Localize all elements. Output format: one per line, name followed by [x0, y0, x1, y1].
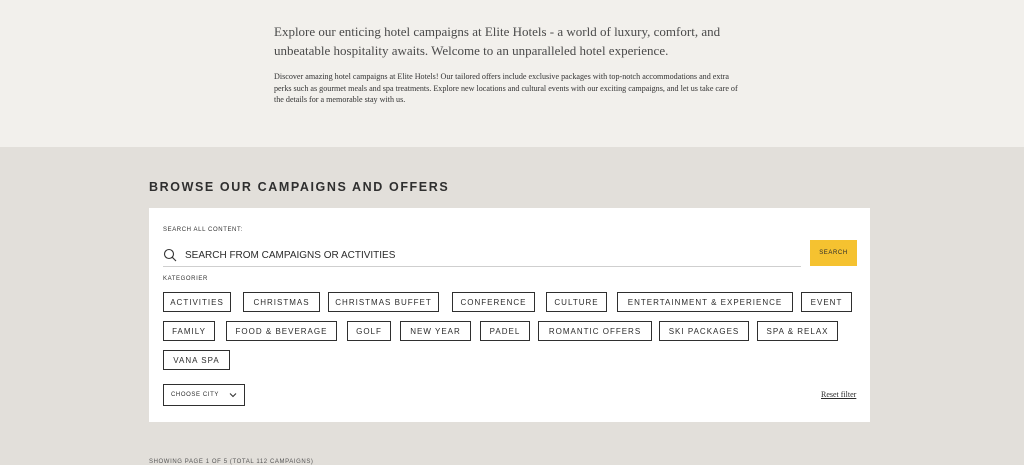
choose-city-label: CHOOSE CITY [171, 392, 219, 398]
choose-city-select[interactable] [163, 384, 245, 406]
category-chip[interactable]: CHRISTMAS BUFFET [328, 292, 439, 312]
category-chip[interactable]: ENTERTAINMENT & EXPERIENCE [617, 292, 793, 312]
category-chip[interactable]: EVENT [801, 292, 852, 312]
chevron-down-icon [228, 390, 238, 400]
intro-body: Discover amazing hotel campaigns at Elite Hotels! Our tailored offers include exclusive packages with top-notch accommodations and extra perks such as gourmet meals and spa treatments. Explore new locations and cultural events with our exciting campaigns, and let us take care of the details for a memorable stay with us. [274, 72, 738, 104]
category-chip[interactable]: GOLF [347, 321, 391, 341]
category-chip[interactable]: SKI PACKAGES [659, 321, 749, 341]
category-chip[interactable]: FAMILY [163, 321, 215, 341]
category-chip[interactable]: CHRISTMAS [243, 292, 320, 312]
search-row [163, 244, 801, 267]
category-chip[interactable]: ROMANTIC OFFERS [538, 321, 652, 341]
category-chip[interactable]: NEW YEAR [400, 321, 471, 341]
category-chip[interactable]: SPA & RELAX [757, 321, 838, 341]
category-chip[interactable]: FOOD & BEVERAGE [226, 321, 337, 341]
intro-lead: Explore our enticing hotel campaigns at Elite Hotels - a world of luxury, comfort, and unbeatable hospitality awaits. Welcome to an unparalleled hotel experience. [274, 24, 721, 58]
search-button[interactable]: SEARCH [810, 240, 857, 266]
search-icon [163, 248, 177, 262]
category-chip[interactable]: PADEL [480, 321, 530, 341]
categories-label: KATEGORIER [163, 276, 208, 282]
browse-title: BROWSE OUR CAMPAIGNS AND OFFERS [149, 180, 450, 194]
category-chip[interactable]: ACTIVITIES [163, 292, 231, 312]
category-chip[interactable]: CULTURE [546, 292, 607, 312]
search-label: SEARCH ALL CONTENT: [163, 227, 243, 233]
category-chip[interactable]: VANA SPA [163, 350, 230, 370]
intro-section [0, 0, 1024, 147]
filter-panel [149, 208, 870, 422]
search-input[interactable] [185, 247, 785, 264]
results-count: SHOWING PAGE 1 OF 5 (TOTAL 112 CAMPAIGNS) [149, 459, 314, 465]
reset-filter-link[interactable]: Reset filter [821, 390, 857, 399]
category-chip[interactable]: CONFERENCE [452, 292, 535, 312]
